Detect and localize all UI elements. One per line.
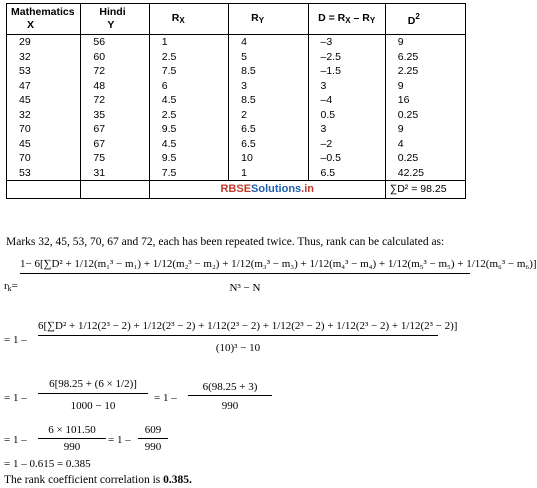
cell: 6 bbox=[149, 79, 228, 94]
table-row bbox=[7, 137, 466, 152]
table-row bbox=[7, 50, 466, 65]
cell: 67 bbox=[81, 122, 149, 137]
cell: 60 bbox=[81, 50, 149, 65]
header-d-sub2: Y bbox=[369, 15, 376, 25]
table-header-row bbox=[7, 4, 466, 35]
cell: 2.5 bbox=[149, 50, 228, 65]
cell: 70 bbox=[7, 151, 81, 166]
cell: 0.5 bbox=[308, 108, 385, 123]
cell: 32 bbox=[7, 108, 81, 123]
formula2-denominator: (10)³ − 10 bbox=[215, 342, 261, 354]
rk-label: r bbox=[4, 280, 8, 292]
table-row bbox=[7, 64, 466, 79]
rk-equals: = bbox=[11, 280, 18, 292]
cell: 48 bbox=[81, 79, 149, 94]
cell: 10 bbox=[229, 151, 308, 166]
header-rx-sub: X bbox=[179, 15, 185, 25]
cell: 4 bbox=[385, 137, 465, 152]
cell: –2 bbox=[308, 137, 385, 152]
cell bbox=[81, 181, 149, 199]
cell: 6.25 bbox=[385, 50, 465, 65]
cell: 9 bbox=[385, 122, 465, 137]
cell: 4.5 bbox=[149, 93, 228, 108]
cell: –1.5 bbox=[308, 64, 385, 79]
formula3-prefix: = 1 – bbox=[4, 392, 27, 404]
header-d-sub1: X bbox=[345, 15, 351, 25]
cell: 3 bbox=[308, 122, 385, 137]
cell: 1 bbox=[229, 166, 308, 181]
header-ry-label: R bbox=[251, 11, 259, 24]
formula4-b-denominator: 990 bbox=[144, 441, 162, 453]
formula2-numerator: 6[∑D² + 1/12(2³ − 2) + 1/12(2³ − 2) + 1/12(2³ − 2) + 1/12(2³ − 2) + 1/12(2³ − 2) + 1/12(2³ − 2)] bbox=[38, 320, 438, 336]
header-x-sub: X bbox=[27, 19, 35, 31]
cell: 0.25 bbox=[385, 151, 465, 166]
cell: 31 bbox=[81, 166, 149, 181]
cell: 72 bbox=[81, 64, 149, 79]
cell: 6.5 bbox=[308, 166, 385, 181]
cell: –4 bbox=[308, 93, 385, 108]
formula1-denominator: N³ − N bbox=[229, 282, 261, 294]
watermark-part: Solutions bbox=[251, 183, 302, 196]
cell: 35 bbox=[81, 108, 149, 123]
formula3-numerator: 6[98.25 + (6 × 1/2)] bbox=[38, 378, 148, 394]
cell: 9 bbox=[385, 35, 465, 50]
table-total-row bbox=[7, 181, 466, 199]
cell: –3 bbox=[308, 35, 385, 50]
cell: 53 bbox=[7, 64, 81, 79]
cell: 45 bbox=[7, 137, 81, 152]
header-d-label: D = R bbox=[318, 11, 346, 24]
cell: 9.5 bbox=[149, 122, 228, 137]
cell: –2.5 bbox=[308, 50, 385, 65]
conclusion bbox=[4, 474, 192, 486]
rk-sub: k bbox=[7, 284, 12, 293]
table-row bbox=[7, 108, 466, 123]
cell: 16 bbox=[385, 93, 465, 108]
cell: 8.5 bbox=[229, 64, 308, 79]
formula3-mid: = 1 – bbox=[154, 392, 177, 404]
header-d-mid: – R bbox=[350, 11, 370, 24]
cell: 32 bbox=[7, 50, 81, 65]
header-ry-sub: Y bbox=[258, 15, 265, 25]
cell: 3 bbox=[308, 79, 385, 94]
header-y bbox=[81, 4, 149, 35]
cell: 72 bbox=[81, 93, 149, 108]
table-row bbox=[7, 79, 466, 94]
header-d2-label: D bbox=[407, 15, 416, 27]
table-row bbox=[7, 35, 466, 50]
formula4-a-numerator: 6 × 101.50 bbox=[38, 424, 106, 439]
cell: –0.5 bbox=[308, 151, 385, 166]
table-row bbox=[7, 166, 466, 181]
formula4-a-denominator: 990 bbox=[63, 441, 81, 453]
header-x-title: Mathematics bbox=[11, 6, 75, 18]
table-row bbox=[7, 151, 466, 166]
total-cell: ∑D² = 98.25 bbox=[385, 181, 465, 199]
cell: 2 bbox=[229, 108, 308, 123]
conclusion-text: The rank coefficient correlation is bbox=[4, 474, 164, 486]
conclusion-value: 0.385. bbox=[163, 474, 192, 486]
cell: 70 bbox=[7, 122, 81, 137]
cell: 5 bbox=[229, 50, 308, 65]
note-text: Marks 32, 45, 53, 70, 67 and 72, each has been repeated twice. Thus, rank can be calculated as: bbox=[6, 236, 445, 248]
cell bbox=[7, 181, 81, 199]
cell: 53 bbox=[7, 166, 81, 181]
formula1-numerator: 1− 6[∑D² + 1/12(m₁³ − m₁) + 1/12(m₂³ − m₂) + 1/12(m₃³ − m₃) + 1/12(m₄³ − m₄) + 1/12(m₅³ − m₅) + 1/12(m₆³ − m₆)] bbox=[20, 258, 470, 274]
header-d bbox=[308, 4, 385, 35]
header-y-sub: Y bbox=[107, 19, 115, 31]
cell: 6.5 bbox=[229, 137, 308, 152]
watermark-part: RBSE bbox=[220, 183, 252, 196]
header-rx-label: R bbox=[171, 11, 180, 24]
cell: 0.25 bbox=[385, 108, 465, 123]
cell: 56 bbox=[81, 35, 149, 50]
header-rx bbox=[149, 4, 228, 35]
header-d2 bbox=[385, 4, 465, 35]
formula2-prefix: = 1 – bbox=[4, 334, 27, 346]
cell: 42.25 bbox=[385, 166, 465, 181]
cell: 75 bbox=[81, 151, 149, 166]
cell: 1 bbox=[149, 35, 228, 50]
rk-symbol bbox=[4, 280, 18, 293]
cell: 7.5 bbox=[149, 64, 228, 79]
formula4-b-numerator: 609 bbox=[138, 424, 168, 439]
header-d2-sup: 2 bbox=[415, 12, 420, 21]
cell: 3 bbox=[229, 79, 308, 94]
cell: 47 bbox=[7, 79, 81, 94]
formula5: = 1 – 0.615 = 0.385 bbox=[4, 458, 91, 470]
cell: 8.5 bbox=[229, 93, 308, 108]
formula3-right-denominator: 990 bbox=[221, 400, 239, 412]
cell: 4.5 bbox=[149, 137, 228, 152]
header-x bbox=[7, 4, 81, 35]
cell: 6.5 bbox=[229, 122, 308, 137]
cell: 67 bbox=[81, 137, 149, 152]
formula3-right-numerator: 6(98.25 + 3) bbox=[188, 381, 272, 396]
cell: 9 bbox=[385, 79, 465, 94]
header-y-title: Hindi bbox=[99, 6, 126, 18]
watermark-part: .in bbox=[301, 183, 314, 196]
cell: 4 bbox=[229, 35, 308, 50]
cell: 45 bbox=[7, 93, 81, 108]
watermark bbox=[149, 181, 385, 199]
cell: 2.25 bbox=[385, 64, 465, 79]
cell: 9.5 bbox=[149, 151, 228, 166]
cell: 2.5 bbox=[149, 108, 228, 123]
header-ry bbox=[229, 4, 308, 35]
table-row bbox=[7, 122, 466, 137]
cell: 7.5 bbox=[149, 166, 228, 181]
formula4-mid: = 1 – bbox=[108, 434, 131, 446]
rank-table bbox=[6, 3, 466, 199]
formula3-denominator: 1000 − 10 bbox=[70, 400, 116, 412]
cell: 29 bbox=[7, 35, 81, 50]
table-row bbox=[7, 93, 466, 108]
formula4-prefix: = 1 – bbox=[4, 434, 27, 446]
